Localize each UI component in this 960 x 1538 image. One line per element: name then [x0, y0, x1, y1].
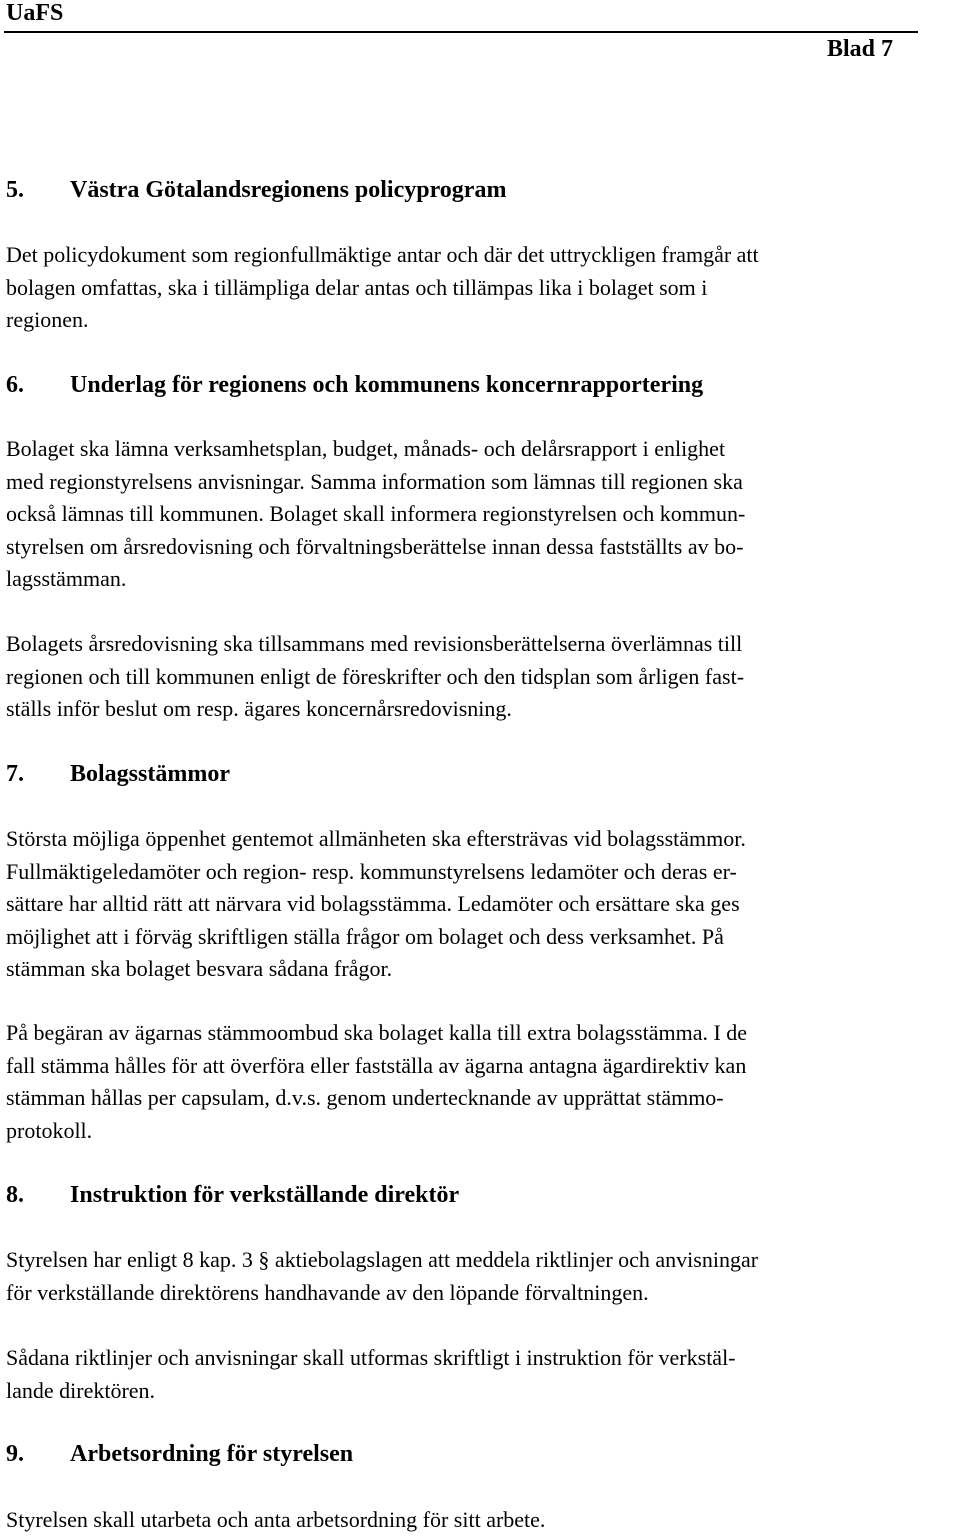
text-line: regionen.: [6, 307, 89, 332]
text-line: protokoll.: [6, 1117, 93, 1143]
text-line: Styrelsen har enligt 8 kap. 3 § aktiebolagslagen att meddela riktlinjer och anvisningar: [6, 1247, 759, 1272]
section-title: Bolagsstämmor: [70, 761, 230, 787]
section-number: 8.: [6, 1182, 24, 1208]
text-line: lande direktören.: [6, 1377, 156, 1403]
section-9-heading: [6, 1440, 353, 1468]
text-line: bolagen omfattas, ska i tillämpliga delar antas och tillämpas lika i bolaget som i: [6, 274, 708, 300]
section-5-paragraph-1: [6, 239, 956, 337]
text-line: regionen och till kommunen enligt de föreskrifter och den tidsplan som årligen fast-: [6, 663, 745, 689]
text-line: fall stämma hålles för att överföra eller fastställa av ägarna antagna ägardirektiv kan: [6, 1052, 747, 1078]
text-line: Sådana riktlinjer och anvisningar skall utformas skriftligt i instruktion för verkstäl-: [6, 1345, 736, 1370]
text-line: möjlighet att i förväg skriftligen ställa frågor om bolaget och dess verksamhet. På: [6, 923, 724, 949]
section-title: Västra Götalandsregionens policyprogram: [70, 177, 507, 203]
section-7-paragraph-2: [6, 1017, 956, 1147]
section-number: 9.: [6, 1441, 24, 1467]
section-title: Underlag för regionens och kommunens koncernrapportering: [70, 372, 704, 398]
section-7-paragraph-1: [6, 823, 956, 986]
text-line: styrelsen om årsredovisning och förvaltningsberättelse innan dessa fastställts av bo-: [6, 533, 744, 559]
header-org: UaFS: [6, 0, 64, 26]
text-line: sättare har alltid rätt att närvara vid bolagsstämma. Ledamöter och ersättare ska ges: [6, 891, 740, 916]
text-line: också lämnas till kommunen. Bolaget skall informera regionstyrelsen och kommun-: [6, 501, 746, 526]
page-label: Blad 7: [826, 36, 893, 62]
header-divider: [4, 31, 918, 33]
text-line: lagsstämman.: [6, 566, 127, 591]
text-line: Bolaget ska lämna verksamhetsplan, budget, månads- och delårsrapport i enlighet: [6, 436, 726, 461]
text-line: för verkställande direktörens handhavande av den löpande förvaltningen.: [6, 1279, 649, 1305]
section-8-paragraph-1: [6, 1244, 956, 1309]
section-5-heading: [6, 176, 506, 204]
text-line: På begäran av ägarnas stämmoombud ska bolaget kalla till extra bolagsstämma. I de: [6, 1020, 748, 1045]
section-8-heading: [6, 1181, 459, 1209]
section-title: Arbetsordning för styrelsen: [70, 1441, 354, 1467]
section-number: 7.: [6, 761, 24, 787]
section-9-paragraph-1: [6, 1504, 956, 1537]
text-line: stämman ska bolaget besvara sådana frågor.: [6, 956, 393, 981]
section-number: 5.: [6, 177, 24, 203]
text-line: Fullmäktigeledamöter och region- resp. kommunstyrelsens ledamöter och deras er-: [6, 858, 737, 884]
text-line: med regionstyrelsens anvisningar. Samma information som lämnas till regionen ska: [6, 468, 743, 494]
section-title: Instruktion för verkställande direktör: [70, 1182, 460, 1208]
section-6-paragraph-2: [6, 628, 956, 726]
section-number: 6.: [6, 372, 24, 398]
text-line: stämman hållas per capsulam, d.v.s. genom undertecknande av upprättat stämmo-: [6, 1085, 724, 1110]
section-6-paragraph-1: [6, 433, 956, 596]
text-line: Styrelsen skall utarbeta och anta arbetsordning för sitt arbete.: [6, 1507, 546, 1532]
text-line: Det policydokument som regionfullmäktige antar och där det uttryckligen framgår att: [6, 242, 759, 267]
text-line: Största möjliga öppenhet gentemot allmänheten ska eftersträvas vid bolagsstämmor.: [6, 826, 746, 851]
section-7-heading: [6, 760, 230, 788]
text-line: Bolagets årsredovisning ska tillsammans med revisionsberättelserna överlämnas till: [6, 631, 743, 656]
section-6-heading: [6, 371, 703, 399]
text-line: ställs inför beslut om resp. ägares koncernårsredovisning.: [6, 696, 512, 721]
section-8-paragraph-2: [6, 1342, 956, 1407]
